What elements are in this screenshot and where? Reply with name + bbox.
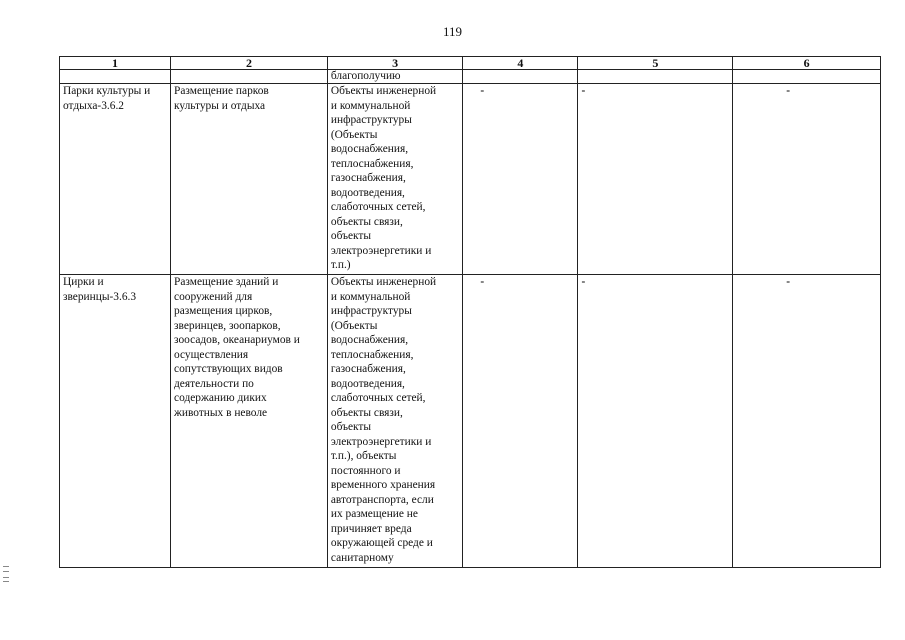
land-use-table bbox=[59, 56, 881, 568]
column-header-4: 4 bbox=[463, 57, 578, 70]
cell-col6 bbox=[733, 70, 881, 84]
cell-description: Размещение парков культуры и отдыха bbox=[171, 84, 328, 275]
cell-description: Размещение зданий и сооружений для размещения цирков, зверинцев, зоопарков, зоосадов, океанариумов и осуществления сопутствующих видов деятельности по содержанию диких животных в неволе bbox=[171, 275, 328, 568]
cell-auxiliary-objects: Объекты инженерной и коммунальной инфраструктуры (Объекты водоснабжения, теплоснабжения, газоснабжения, водоотведения, слаботочных сетей, объекты связи, объекты электроэнергетики и т.п.) bbox=[327, 84, 462, 275]
column-header-1: 1 bbox=[60, 57, 171, 70]
cell-code: Парки культуры и отдыха-3.6.2 bbox=[60, 84, 171, 275]
column-header-3: 3 bbox=[327, 57, 462, 70]
cell-col5 bbox=[578, 70, 733, 84]
cell-code: Цирки и зверинцы-3.6.3 bbox=[60, 275, 171, 568]
column-header-2: 2 bbox=[171, 57, 328, 70]
table-header-row bbox=[60, 57, 881, 70]
cell-col6: - bbox=[733, 84, 881, 275]
cell-col4: - bbox=[463, 84, 578, 275]
page-number: 119 bbox=[442, 24, 463, 39]
table-row bbox=[60, 84, 881, 275]
column-header-5: 5 bbox=[578, 57, 733, 70]
cell-description bbox=[171, 70, 328, 84]
table-row bbox=[60, 70, 881, 84]
column-header-6: 6 bbox=[733, 57, 881, 70]
cell-col5: - bbox=[578, 275, 733, 568]
table-row bbox=[60, 275, 881, 568]
cell-auxiliary-objects: благополучию bbox=[327, 70, 462, 84]
cell-col5: - bbox=[578, 84, 733, 275]
cell-col4: - bbox=[463, 275, 578, 568]
scan-margin-mark bbox=[3, 566, 9, 582]
cell-auxiliary-objects: Объекты инженерной и коммунальной инфраструктуры (Объекты водоснабжения, теплоснабжения, газоснабжения, водоотведения, слаботочных сетей, объекты связи, объекты электроэнергетики и т.п.), объекты постоянного и временного хранения автотранспорта, если их размещение не причиняет вреда окружающей среде и санитарному bbox=[327, 275, 462, 568]
cell-col6: - bbox=[733, 275, 881, 568]
cell-code bbox=[60, 70, 171, 84]
cell-col4 bbox=[463, 70, 578, 84]
